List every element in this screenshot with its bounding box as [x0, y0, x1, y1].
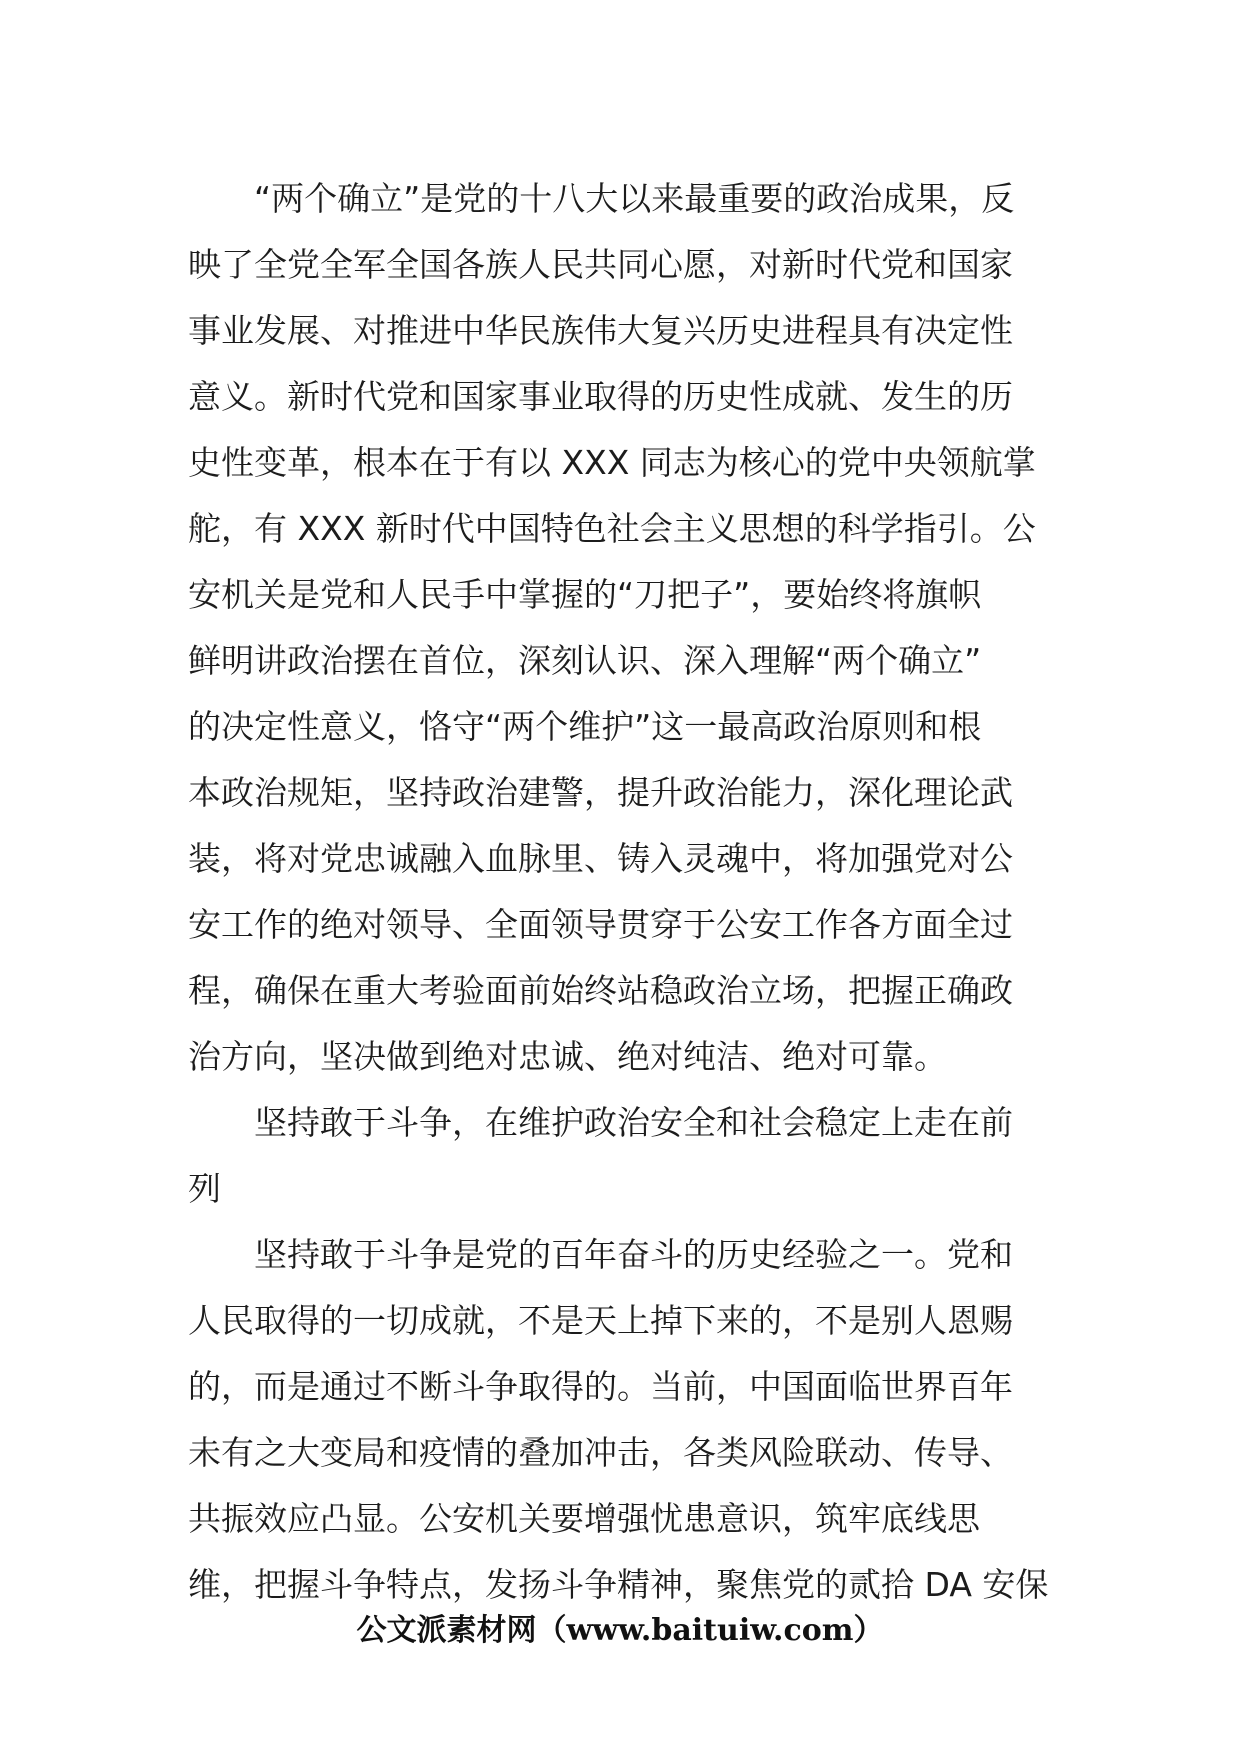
text-line: 未有之大变局和疫情的叠加冲击，各类风险联动、传导、: [188, 1433, 1013, 1472]
text-line: 史性变革，根本在于有以 XXX 同志为核心的党中央领航掌: [188, 443, 1036, 482]
text-line: 治方向，坚决做到绝对忠诚、绝对纯洁、绝对可靠。: [188, 1037, 947, 1076]
text-line: 装，将对党忠诚融入血脉里、铸入灵魂中，将加强党对公: [188, 839, 1013, 878]
text-line: 的，而是通过不断斗争取得的。当前，中国面临世界百年: [188, 1367, 1013, 1406]
text-line: 共振效应凸显。公安机关要增强忧患意识，筑牢底线思: [188, 1499, 980, 1538]
text-line: “两个确立”是党的十八大以来最重要的政治成果，反: [188, 179, 1015, 218]
text-line: 安机关是党和人民手中掌握的“刀把子”，要始终将旗帜: [188, 575, 982, 614]
section-heading-line: 坚持敢于斗争，在维护政治安全和社会稳定上走在前: [188, 1103, 1013, 1142]
text-line: 本政治规矩，坚持政治建警，提升政治能力，深化理论武: [188, 773, 1013, 812]
text-line: 映了全党全军全国各族人民共同心愿，对新时代党和国家: [188, 245, 1013, 284]
text-line: 维，把握斗争特点，发扬斗争精神，聚焦党的贰拾 DA 安保: [188, 1565, 1049, 1604]
section-heading-line: 列: [188, 1169, 221, 1208]
text-line: 舵，有 XXX 新时代中国特色社会主义思想的科学指引。公: [188, 509, 1036, 548]
text-line: 坚持敢于斗争是党的百年奋斗的历史经验之一。党和: [188, 1235, 1013, 1274]
text-line: 的决定性意义，恪守“两个维护”这一最高政治原则和根: [188, 707, 982, 746]
text-line: 人民取得的一切成就，不是天上掉下来的，不是别人恩赐: [188, 1301, 1013, 1340]
document-body: [188, 166, 1068, 1618]
text-line: 安工作的绝对领导、全面领导贯穿于公安工作各方面全过: [188, 905, 1013, 944]
footer-watermark: 公文派素材网（www.baituiw.com）: [356, 1613, 884, 1648]
text-line: 程，确保在重大考验面前始终站稳政治立场，把握正确政: [188, 971, 1013, 1010]
text-line: 意义。新时代党和国家事业取得的历史性成就、发生的历: [188, 377, 1013, 416]
text-line: 事业发展、对推进中华民族伟大复兴历史进程具有决定性: [188, 311, 1013, 350]
text-line: 鲜明讲政治摆在首位，深刻认识、深入理解“两个确立”: [188, 641, 982, 680]
